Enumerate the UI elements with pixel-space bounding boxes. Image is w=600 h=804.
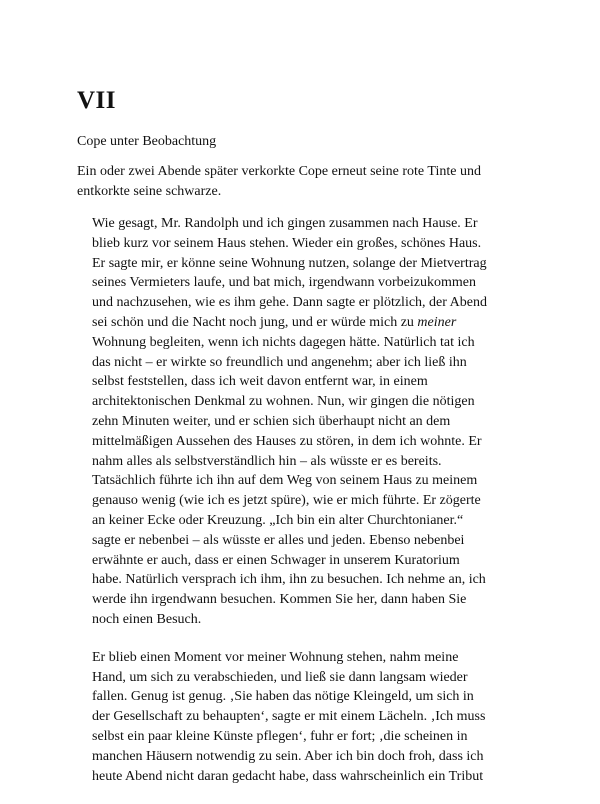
text-segment: sei schön und die Nacht noch jung, und er würde mich zu	[92, 314, 418, 330]
text-line: blieb kurz vor seinem Haus stehen. Wieder ein großes, schönes Haus.	[92, 235, 482, 251]
text-line: der Gesellschaft zu behaupten‘, sagte er mit einem Lächeln. ‚Ich muss	[92, 709, 486, 725]
text-line: manchen Häusern notwendig zu sein. Aber ich bin doch froh, dass ich	[92, 748, 484, 764]
text-line: Ein oder zwei Abende später verkorkte Cope erneut seine rote Tinte und	[77, 164, 481, 179]
text-line: selbst feststellen, dass ich weit davon entfernt war, in einem	[92, 374, 428, 390]
quote-paragraph-2	[92, 648, 512, 787]
text-line: werde ihn irgendwann besuchen. Kommen Sie her, dann haben Sie	[92, 592, 467, 608]
quote-paragraph-1	[92, 214, 512, 630]
text-line	[92, 313, 512, 333]
text-line: entkorkte seine schwarze.	[77, 184, 222, 199]
text-line: mittelmäßigen Aussehen des Hauses zu stören, in dem ich wohnte. Er	[92, 433, 482, 449]
text-line: Er sagte mir, er könne seine Wohnung nutzen, solange der Mietvertrag	[92, 255, 487, 271]
text-line: habe. Natürlich versprach ich ihm, ihn zu besuchen. Ich nehme an, ich	[92, 572, 486, 588]
chapter-number: VII	[77, 87, 117, 114]
text-line: und nachzusehen, wie es ihm gehe. Dann sagte er plötzlich, der Abend	[92, 295, 487, 311]
text-line: genauso wenig (wie ich es jetzt spüre), wie er mich führte. Er zögerte	[92, 493, 481, 509]
text-line: Tatsächlich führte ich ihn auf dem Weg von seinem Haus zu meinem	[92, 473, 478, 489]
text-line: an keiner Ecke oder Kreuzung. „Ich bin ein alter Churchtonianer.“	[92, 512, 464, 528]
intro-paragraph	[77, 162, 517, 202]
text-line: selbst ein paar kleine Künste pflegen‘, fuhr er fort; ‚die scheinen in	[92, 728, 468, 744]
text-line: erwähnte er auch, dass er einen Schwager in unserem Kuratorium	[92, 552, 460, 568]
text-line: sagte er nebenbei – als wüsste er alles und jeden. Ebenso nebenbei	[92, 532, 465, 548]
text-line: noch einen Besuch.	[92, 611, 202, 627]
text-line: fallen. Genug ist genug. ‚Sie haben das nötige Kleingeld, um sich in	[92, 689, 474, 705]
text-line: zehn Minuten weiter, und er schien sich überhaupt nicht an dem	[92, 413, 451, 429]
block-quote	[92, 214, 512, 804]
emphasized-word: meiner	[417, 314, 457, 330]
text-line: Wohnung begleiten, wenn ich nichts dagegen hätte. Natürlich tat ich	[92, 334, 475, 350]
text-line: Hand, um sich zu verabschieden, und ließ sie dann langsam wieder	[92, 669, 468, 685]
text-line: das nicht – er wirkte so freundlich und angenehm; aber ich ließ ihn	[92, 354, 467, 370]
text-line: Wie gesagt, Mr. Randolph und ich gingen zusammen nach Hause. Er	[92, 216, 478, 231]
text-line: heute Abend nicht daran gedacht habe, dass wahrscheinlich ein Tribut	[92, 768, 484, 784]
text-line: nahm alles als selbstverständlich hin – als wüsste er es bereits.	[92, 453, 442, 469]
chapter-subtitle: Cope unter Beobachtung	[77, 134, 217, 149]
text-line: Er blieb einen Moment vor meiner Wohnung stehen, nahm meine	[92, 649, 459, 665]
text-line: architektonischen Denkmal zu wohnen. Nun, wir gingen die nötigen	[92, 394, 475, 410]
text-line: seines Vermieters laufe, und bat mich, irgendwann vorbeizukommen	[92, 275, 476, 291]
